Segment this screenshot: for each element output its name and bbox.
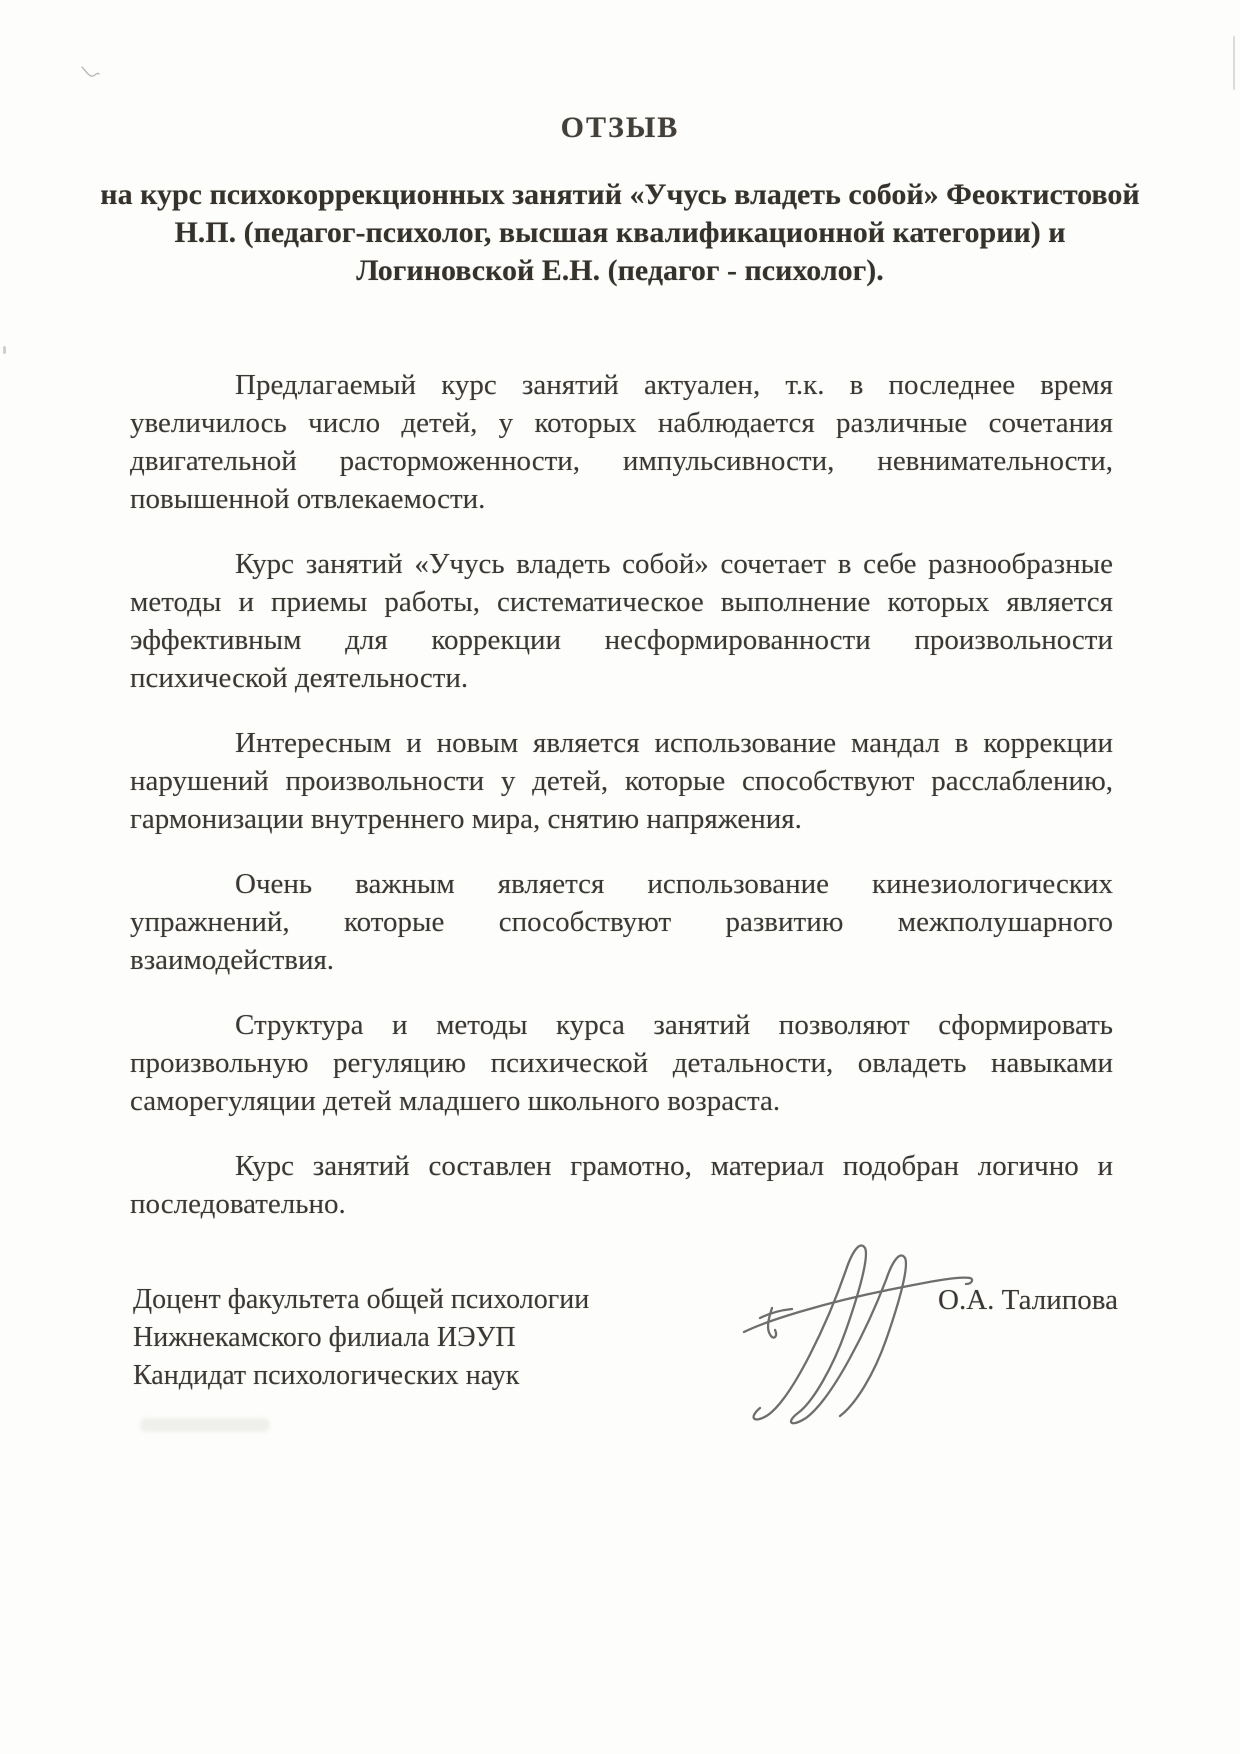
paragraph: Предлагаемый курс занятий актуален, т.к. в последнее время увеличилось число детей, у которых наблюдается различные сочетания двигательной расторможенности, импульсивности, невнимательности, повышенной отвлекаемости. bbox=[130, 369, 1113, 515]
scan-edge-artifact bbox=[1233, 36, 1235, 90]
document-body bbox=[130, 366, 1113, 1223]
scan-residue-artifact bbox=[140, 1418, 270, 1432]
subtitle-line: Логиновской Е.Н. (педагог - психолог). bbox=[356, 254, 884, 287]
signer-name: О.А. Талипова bbox=[938, 1284, 1118, 1316]
paragraph: Очень важным является использование кинезиологических упражнений, которые способствуют развитию межполушарного взаимодействия. bbox=[130, 868, 1113, 976]
signer-credentials bbox=[133, 1281, 589, 1395]
paragraph: Структура и методы курса занятий позволяют сформировать произвольную регуляцию психической детальности, овладеть навыками саморегуляции детей младшего школьного возраста. bbox=[130, 1009, 1113, 1117]
paragraph: Интересным и новым является использование мандал в коррекции нарушений произвольности у детей, которые способствуют расслаблению, гармонизации внутреннего мира, снятию напряжения. bbox=[130, 727, 1113, 835]
signature-scribble bbox=[738, 1212, 1020, 1430]
credential-line: Нижнекамского филиала ИЭУП bbox=[133, 1322, 516, 1353]
credential-line: Доцент факультета общей психологии bbox=[133, 1284, 590, 1315]
subtitle-line: на курс психокоррекционных занятий «Учусь владеть собой» Феоктистовой bbox=[100, 178, 1140, 211]
scan-edge-artifact bbox=[3, 346, 6, 354]
paragraph: Курс занятий «Учусь владеть собой» сочетает в себе разнообразные методы и приемы работы, систематическое выполнение которых является эффективным для коррекции несформированности произвольности психической деятельности. bbox=[130, 548, 1113, 694]
document-title: ОТЗЫВ bbox=[560, 111, 680, 144]
credential-line: Кандидат психологических наук bbox=[133, 1360, 520, 1391]
subtitle-line: Н.П. (педагог-психолог, высшая квалификационной категории) и bbox=[174, 216, 1066, 249]
document-subtitle bbox=[70, 176, 1170, 290]
scan-mark-artifact bbox=[80, 64, 102, 84]
paragraph: Курс занятий составлен грамотно, материал подобран логично и последовательно. bbox=[130, 1150, 1113, 1220]
